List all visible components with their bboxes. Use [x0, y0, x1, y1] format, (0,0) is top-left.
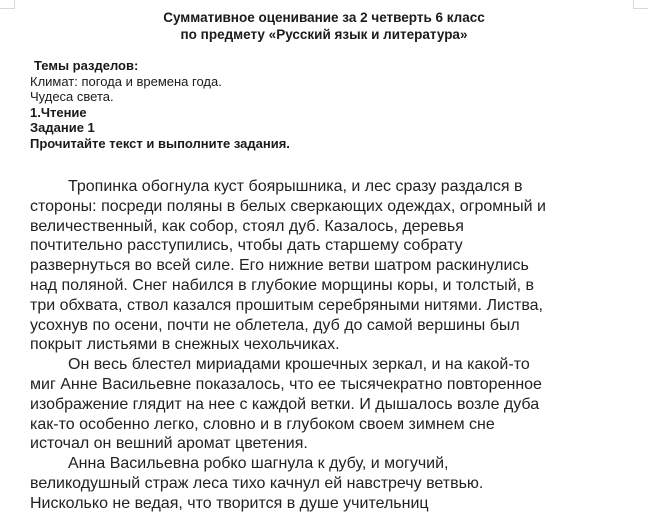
section-topics	[30, 58, 290, 151]
topic-wonders: Чудеса света.	[30, 89, 114, 104]
text-line: изображение глядит на нее с каждой ветки. И дышалось возле дуба	[30, 395, 540, 413]
text-line: три обхвата, ствол казался прошитым серебряными нитями. Листва,	[30, 296, 543, 314]
text-line: покрыт листьями в снежных чехольчиках.	[30, 336, 340, 354]
header-subject: по предмету «Русский язык и литература»	[180, 27, 468, 42]
text-line: над поляной. Снег набился в глубокие морщины коры, и толстый, в	[30, 276, 535, 294]
part-reading: 1.Чтение	[30, 104, 87, 120]
topics-heading: Темы разделов:	[34, 58, 139, 73]
text-line: величественный, как собор, стоял дуб. Казалось, деревья	[30, 217, 464, 235]
text-line: Тропинка обогнула куст боярышника, и лес сразу раздался в	[68, 178, 523, 195]
text-line: Он весь блестел мириадами крошечных зеркал, и на какой-то	[68, 356, 530, 374]
task-instruction: Прочитайте текст и выполните задания.	[30, 135, 290, 151]
text-line: развернуться во всей силе. Его нижние ветви шатром раскинулись	[30, 257, 529, 275]
document-header	[0, 9, 648, 43]
text-line: стороны: посреди поляны в белых сверкающих одеждах, огромный и	[30, 197, 546, 215]
header-title: Суммативное оценивание за 2 четверть 6 класс	[163, 10, 485, 25]
crop-corner-left	[0, 0, 15, 9]
text-line: как-то особенно легко, словно и в глубоком своем зимнем сне	[30, 415, 495, 433]
text-line: Анна Васильевна робко шагнула к дубу, и могучий,	[68, 455, 449, 473]
text-line: миг Анне Васильевне показалось, что ее тысячекратно повторенное	[30, 375, 542, 393]
crop-corner-right	[633, 0, 648, 9]
task-number: Задание 1	[30, 120, 95, 135]
text-line: великодушный страж леса тихо качнул ей навстречу ветвью.	[30, 474, 484, 492]
text-line: Нисколько не ведая, что творится в душе учительниц	[30, 494, 429, 512]
text-line: усохнув по осени, почти не облетела, дуб до самой вершины был	[30, 316, 520, 334]
reading-text	[30, 177, 630, 514]
topic-climate: Климат: погода и времена года.	[30, 73, 222, 89]
text-line: почтительно расступились, чтобы дать старшему собрату	[30, 237, 463, 255]
text-line: источал он вешний аромат цветения.	[30, 435, 308, 453]
